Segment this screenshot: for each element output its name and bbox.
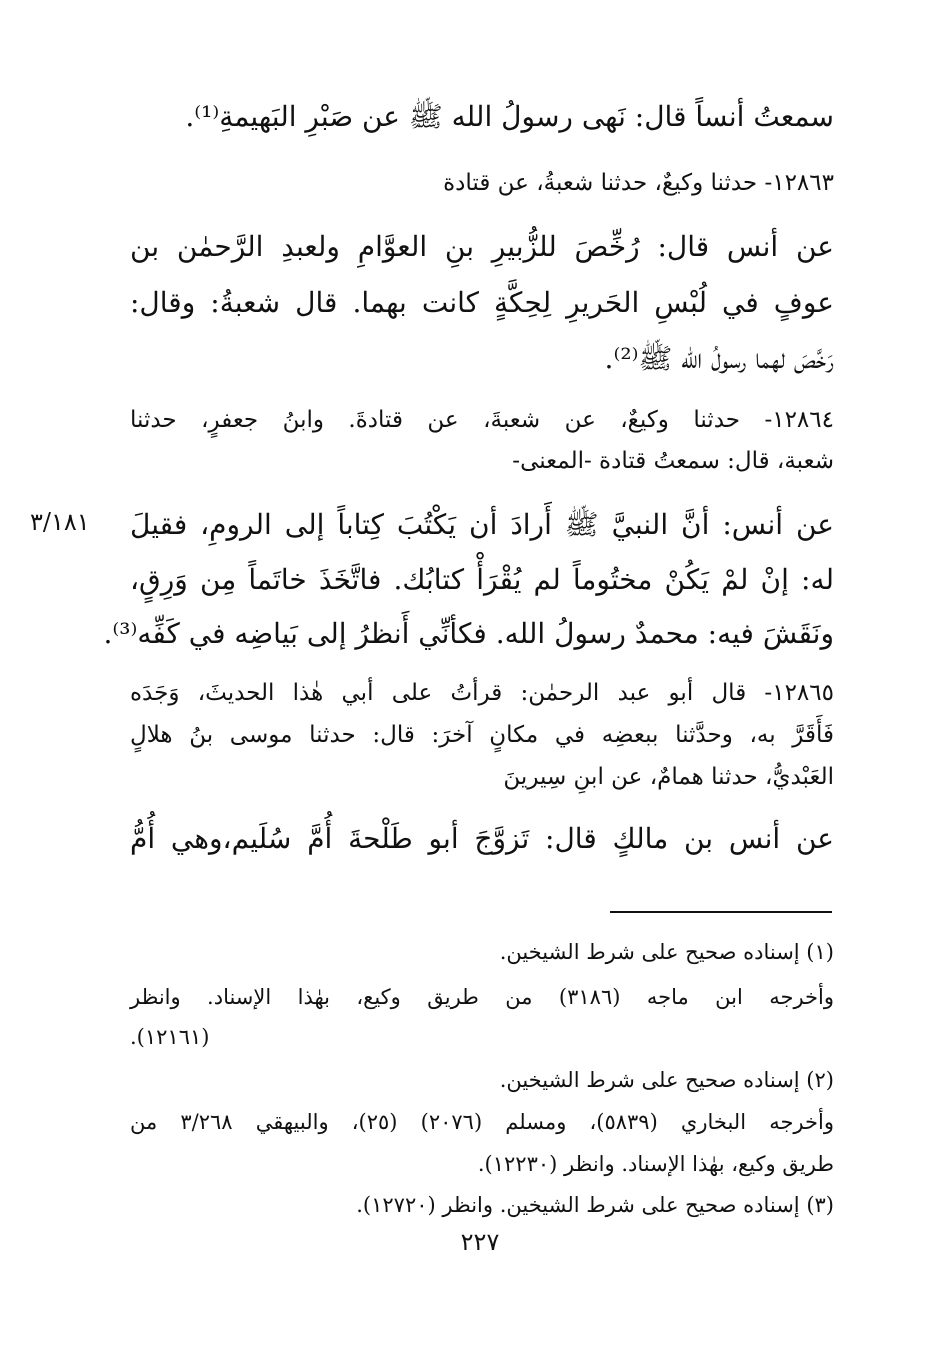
- footnote-line: وأخرجه البخاري (٥٨٣٩)، ومسلم (٢٠٧٦) (٢٥)، والبيهقي ٣/٢٦٨ من: [130, 1110, 834, 1134]
- text-line: عن أنس قال: رُخِّصَ للزُّبيرِ بنِ العوَّامِ ولعبدِ الرَّحمٰن بن: [130, 230, 834, 263]
- isnad-line: ١٢٨٦٣- حدثنا وكيعٌ، حدثنا شعبةُ، عن قتادة: [443, 170, 834, 196]
- page-number: ٢٢٧: [460, 1228, 500, 1256]
- isnad-line: العَبْديُّ، حدثنا همامٌ، عن ابنِ سِيرينَ: [503, 764, 834, 790]
- isnad-line: فَأَقَرَّ به، وحدَّثنا ببعضِه في مكانٍ آخرَ: قال: حدثنا موسى بنُ هلالٍ: [130, 722, 834, 748]
- text-line: رَخَّصَ لهما رسولُ الله ﷺ⁽²⁾.: [604, 342, 834, 375]
- text-line: عن أنس: أنَّ النبيَّ ﷺ أَرادَ أن يَكْتُبَ كِتاباً إلى الرومِ، فقيلَ: [130, 508, 834, 541]
- footnote-line: طريق وكيع، بهٰذا الإسناد. وانظر (١٢٢٣٠).: [477, 1152, 834, 1176]
- footnote-line: وأخرجه ابن ماجه (٣١٨٦) من طريق وكيع، بهٰذا الإسناد. وانظر: [130, 985, 834, 1009]
- footnote-line: (٢) إسناده صحيح على شرط الشيخين.: [499, 1068, 834, 1092]
- footnote-line: (١٢١٦١).: [130, 1025, 210, 1049]
- text-line: له: إنْ لمْ يَكُنْ مختُوماً لم يُقْرَأْ كتابُك. فاتَّخَذَ خاتَماً مِن وَرِقٍ،: [130, 563, 834, 596]
- footnote-line: (٣) إسناده صحيح على شرط الشيخين. وانظر (١٢٧٢٠).: [356, 1193, 834, 1217]
- isnad-line: شعبة، قال: سمعتُ قتادة -المعنى-: [512, 448, 834, 474]
- text-line: ونَقَشَ فيه: محمدٌ رسولُ الله. فكأنِّي أَنظرُ إلى بَياضِه في كَفِّه⁽³⁾.: [103, 617, 834, 650]
- footnote-divider: [610, 911, 832, 913]
- footnote-line: (١) إسناده صحيح على شرط الشيخين.: [499, 940, 834, 964]
- text-line: عن أنس بن مالكٍ قال: تَزوَّجَ أبو طَلْحةَ أُمَّ سُلَيم،وهي أُمُّ: [130, 822, 834, 855]
- text-line: عوفٍ في لُبْسِ الحَريرِ لِحِكَّةٍ كانت بهما. قال شعبةُ: وقال:: [130, 286, 834, 319]
- margin-reference: ٣/١٨١: [30, 508, 90, 536]
- isnad-line: ١٢٨٦٥- قال أبو عبد الرحمٰن: قرأتُ على أبي هٰذا الحديثَ، وَجَدَه: [130, 680, 834, 706]
- isnad-line: ١٢٨٦٤- حدثنا وكيعٌ، عن شعبةَ، عن قتادةَ. وابنُ جعفرٍ، حدثنا: [130, 407, 834, 433]
- text-line: سمعتُ أنساً قال: نَهى رسولُ الله ﷺ عن صَبْرِ البَهيمةِ⁽¹⁾.: [185, 100, 834, 133]
